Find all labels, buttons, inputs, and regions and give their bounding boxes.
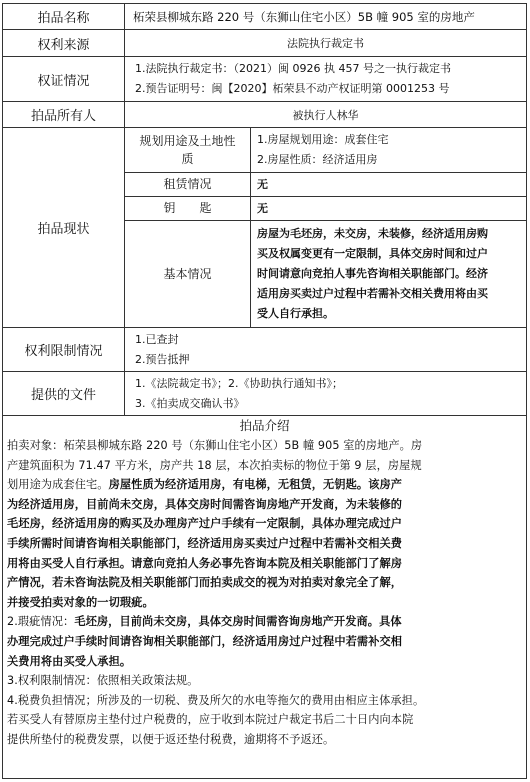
status-label: 拍品现状 bbox=[3, 128, 125, 327]
status-divider bbox=[125, 196, 526, 197]
lease-value: 无 bbox=[257, 178, 268, 191]
intro-line: 4.税费负担情况；所涉及的一切税、费及所欠的水电等拖欠的费用由相应主体承担。 bbox=[7, 693, 425, 707]
lease-label: 租赁情况 bbox=[125, 172, 251, 196]
right-source-label: 权利来源 bbox=[3, 30, 125, 56]
basic-value bbox=[251, 220, 526, 327]
key-value: 无 bbox=[257, 202, 268, 215]
item-name-row bbox=[2, 3, 527, 29]
certificate-row bbox=[2, 56, 527, 101]
intro-paragraph-4 bbox=[3, 691, 526, 750]
planning-line: 2.房屋性质：经济适用房 bbox=[257, 153, 378, 166]
planning-value bbox=[251, 128, 526, 172]
certificate-value bbox=[125, 57, 526, 101]
auction-info-sheet bbox=[2, 3, 527, 779]
intro-line: 拍卖对象：柘荣县柳城东路 220 号（东狮山住宅小区）5B 幢 905 室的房地产。房 bbox=[7, 439, 423, 452]
certificate-line: 2.预告证明号：闽【2020】柘荣县不动产权证明第 0001253 号 bbox=[135, 82, 450, 95]
defect-prefix: 2.瑕疵情况： bbox=[7, 615, 75, 629]
intro-text: 划用途为成套住宅。 bbox=[7, 478, 109, 492]
intro-line: 产情况，若未咨询法院及相关职能部门而拍卖成交的视为对拍卖对象完全了解， bbox=[7, 576, 403, 590]
owner-row bbox=[2, 101, 527, 127]
intro-line bbox=[7, 475, 522, 495]
intro-line: 办理完成过户手续时间请咨询相关职能部门，经济适用房过户过程中若需补交相 bbox=[7, 634, 403, 648]
certificate-line: 1.法院执行裁定书：（2021）闽 0926 执 457 号之一执行裁定书 bbox=[135, 62, 451, 75]
basic-line: 受人自行承担。 bbox=[257, 306, 334, 320]
documents-row bbox=[2, 371, 527, 415]
right-source-value: 法院执行裁定书 bbox=[287, 37, 364, 50]
basic-line: 时间请意向竞拍人事先咨询相关职能部门。经济 bbox=[257, 266, 488, 280]
status-sub-labels bbox=[125, 128, 251, 327]
intro-line: 毛坯房，经济适用房的购买及办理房产过户手续有一定限制，具体办理完成过户 bbox=[7, 517, 403, 531]
documents-line: 3.《拍卖成交确认书》 bbox=[135, 396, 245, 410]
documents-value bbox=[125, 372, 526, 415]
intro-title: 拍品介绍 bbox=[239, 418, 290, 433]
status-divider bbox=[125, 172, 526, 173]
intro-line: 并接受拍卖对象的一切瑕疵。 bbox=[7, 595, 154, 609]
documents-label: 提供的文件 bbox=[3, 372, 125, 415]
restriction-value bbox=[125, 328, 526, 371]
status-divider bbox=[125, 220, 526, 221]
restriction-line: 1.已查封 bbox=[135, 332, 179, 346]
intro-line: 手续所需时间请咨询相关职能部门，经济适用房买卖过户过程中若需补交相关费 bbox=[7, 536, 403, 550]
intro-line bbox=[7, 612, 522, 632]
restriction-line: 2.预告抵押 bbox=[135, 352, 190, 366]
intro-line: 为经济适用房，目前尚未交房，具体交房时间需咨询房地产开发商，为未装修的 bbox=[7, 497, 403, 511]
status-sub-values bbox=[251, 128, 526, 327]
basic-label: 基本情况 bbox=[125, 220, 251, 327]
documents-line: 1.《法院裁定书》；2.《协助执行通知书》； bbox=[135, 376, 343, 390]
basic-line: 适用房买卖过户过程中若需补交相关费用将由买 bbox=[257, 286, 488, 300]
intro-bold-text: 房屋性质为经济适用房，有电梯，无租赁，无钥匙。该房产 bbox=[108, 478, 403, 492]
intro-line: 若买受人有替原房主垫付过户税费的，应于收到本院过户裁定书后二十日内向本院 bbox=[7, 713, 414, 727]
owner-label: 拍品所有人 bbox=[3, 102, 125, 127]
intro-line: 产建筑面积为 71.47 平方米，房产共 18 层，本次拍卖标的物位于第 9 层，房屋规 bbox=[7, 458, 422, 472]
item-name-value: 柘荣县柳城东路 220 号（东狮山住宅小区）5B 幢 905 室的房地产 bbox=[133, 9, 475, 24]
item-name-label: 拍品名称 bbox=[3, 4, 125, 29]
intro-line: 3.权利限制情况：依照相关政策法规。 bbox=[7, 674, 199, 688]
intro-line: 关费用将由买受人承担。 bbox=[7, 654, 132, 668]
planning-label: 规划用途及土地性质 bbox=[125, 128, 251, 172]
intro-line: 提供所垫付的税费发票，以便于返还垫付税费，逾期将不予返还。 bbox=[7, 732, 335, 746]
restriction-row bbox=[2, 327, 527, 371]
certificate-label: 权证情况 bbox=[3, 57, 125, 101]
planning-line: 1.房屋规划用途：成套住宅 bbox=[257, 133, 389, 146]
intro-line: 用将由买受人自行承担。请意向竞拍人务必事先咨询本院及相关职能部门了解房 bbox=[7, 556, 403, 570]
intro-bold-text: 毛坯房，目前尚未交房，具体交房时间需咨询房地产开发商。具体 bbox=[74, 615, 402, 629]
owner-value: 被执行人林华 bbox=[292, 108, 359, 122]
key-label: 钥 匙 bbox=[125, 196, 251, 220]
basic-line: 房屋为毛坯房，未交房，未装修，经济适用房购 bbox=[257, 226, 488, 240]
intro-paragraph-3 bbox=[3, 671, 526, 691]
intro-paragraph-2 bbox=[3, 612, 526, 671]
intro-paragraph-1 bbox=[3, 436, 526, 612]
basic-line: 买及权属变更有一定限制，具体交房时间和过户 bbox=[257, 246, 488, 260]
intro-section bbox=[2, 415, 527, 779]
restriction-label: 权利限制情况 bbox=[3, 328, 125, 371]
table-bottom-border bbox=[2, 778, 527, 779]
status-row bbox=[2, 127, 527, 327]
right-source-row bbox=[2, 29, 527, 56]
